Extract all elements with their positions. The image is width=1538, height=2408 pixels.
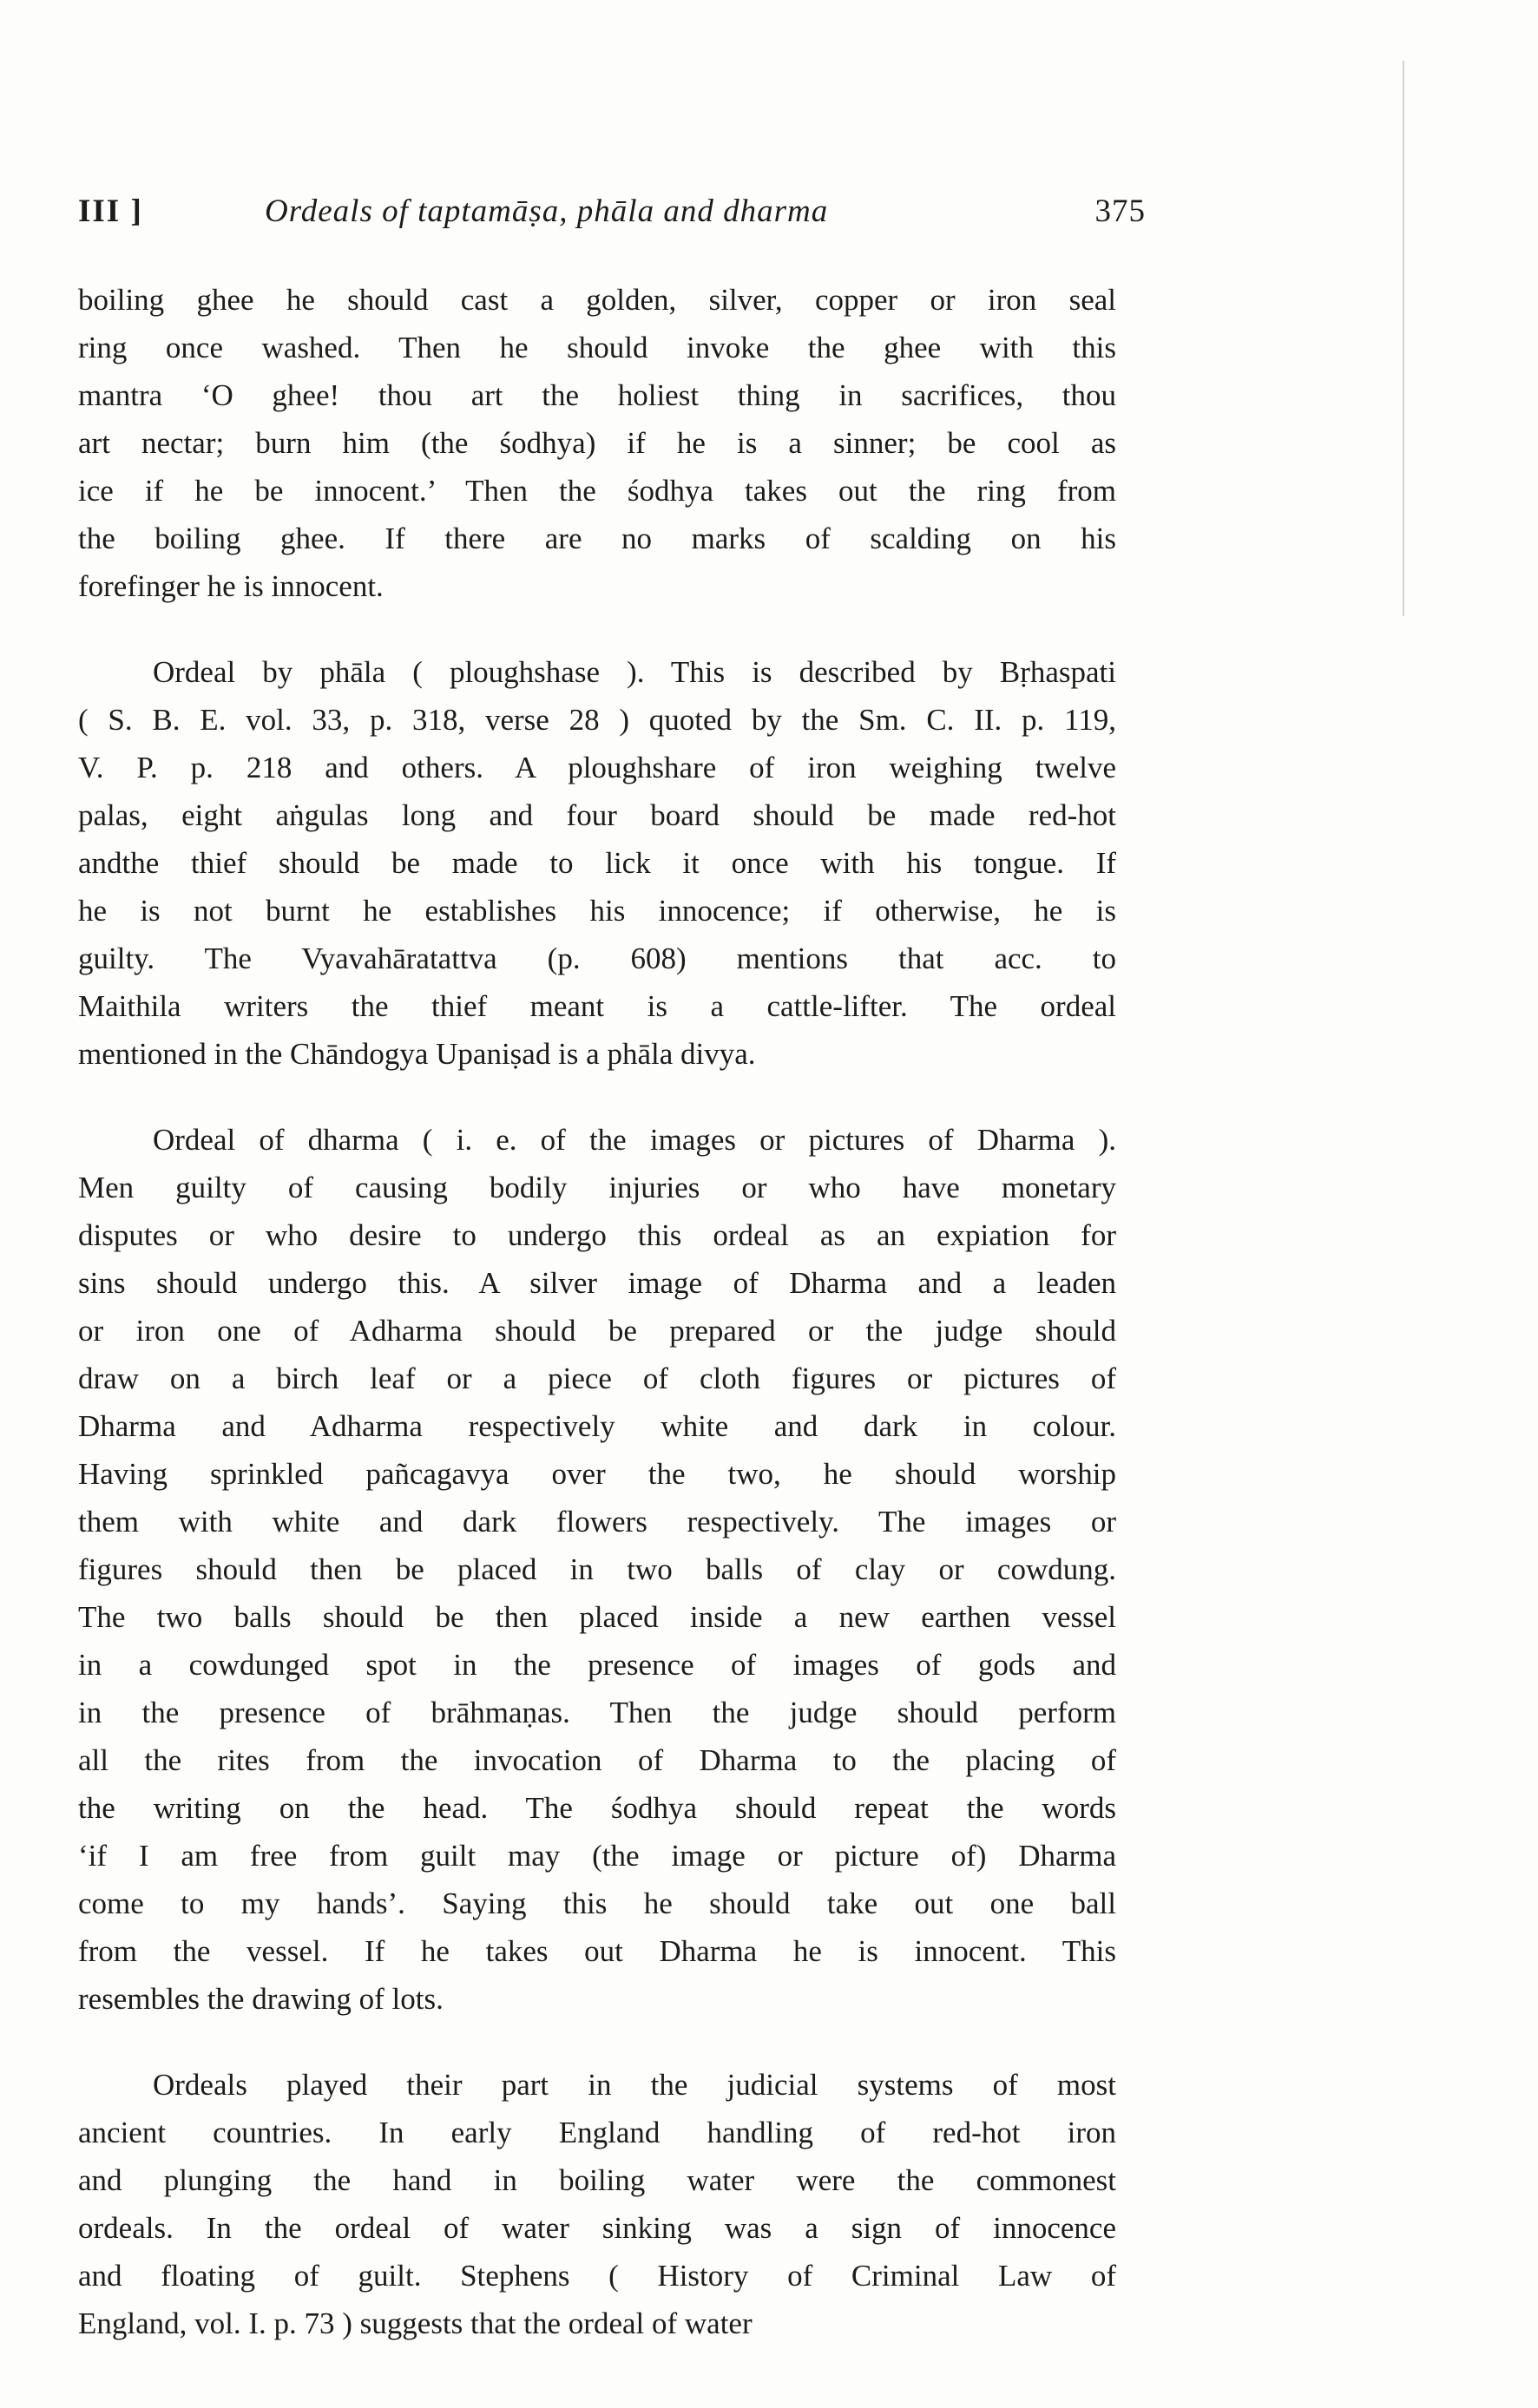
text-line: from the vessel. If he takes out Dharma he is innocent. This: [78, 1934, 1116, 1968]
text-line: ordeals. In the ordeal of water sinking was a sign of innocence: [78, 2211, 1116, 2245]
text-line: in a cowdunged spot in the presence of images of gods and: [78, 1648, 1116, 1682]
paragraph: [78, 2061, 1116, 2347]
text-line: England, vol. I. p. 73 ) suggests that the ordeal of water: [78, 2306, 753, 2340]
text-line: andthe thief should be made to lick it once with his tongue. If: [78, 846, 1116, 880]
text-line: he is not burnt he establishes his innocence; if otherwise, he is: [78, 894, 1116, 928]
running-header: [78, 193, 1154, 245]
text-line: and plunging the hand in boiling water were the commonest: [78, 2163, 1116, 2197]
text-line: boiling ghee he should cast a golden, silver, copper or iron seal: [78, 283, 1116, 317]
chapter-number: III ]: [78, 194, 143, 229]
text-line: ( S. B. E. vol. 33, p. 318, verse 28 ) quoted by the Sm. C. II. p. 119,: [78, 703, 1116, 737]
text-line: draw on a birch leaf or a piece of cloth figures or pictures of: [78, 1361, 1116, 1395]
text-line: and floating of guilt. Stephens ( History of Criminal Law of: [78, 2259, 1116, 2293]
text-line: Having sprinkled pañcagavya over the two, he should worship: [78, 1457, 1116, 1491]
text-line: V. P. p. 218 and others. A ploughshare of iron weighing twelve: [78, 751, 1116, 784]
text-line: sins should undergo this. A silver image of Dharma and a leaden: [78, 1266, 1116, 1300]
body-text: [78, 276, 1116, 2385]
text-line: the writing on the head. The śodhya should repeat the words: [78, 1791, 1116, 1825]
running-title: Ordeals of taptamāṣa, phāla and dharma: [265, 194, 829, 229]
text-line: Maithila writers the thief meant is a cattle-lifter. The ordeal: [78, 989, 1116, 1023]
text-line: ice if he be innocent.’ Then the śodhya takes out the ring from: [78, 474, 1116, 508]
text-line: ring once washed. Then he should invoke the ghee with this: [78, 331, 1116, 364]
text-line: come to my hands’. Saying this he should take out one ball: [78, 1886, 1116, 1920]
margin-scan-line: [1403, 61, 1404, 616]
page-number: 375: [1094, 194, 1146, 229]
paragraph: [78, 276, 1116, 610]
text-line: disputes or who desire to undergo this ordeal as an expiation for: [78, 1218, 1116, 1252]
text-line: Ordeals played their part in the judicial systems of most: [153, 2068, 1116, 2102]
text-line: all the rites from the invocation of Dharma to the placing of: [78, 1743, 1116, 1777]
text-line: figures should then be placed in two balls of clay or cowdung.: [78, 1552, 1116, 1586]
text-line: forefinger he is innocent.: [78, 569, 384, 603]
text-line: the boiling ghee. If there are no marks of scalding on his: [78, 522, 1116, 555]
text-line: ‘if I am free from guilt may (the image or picture of) Dharma: [78, 1839, 1116, 1873]
text-line: art nectar; burn him (the śodhya) if he is a sinner; be cool as: [78, 426, 1116, 460]
text-line: them with white and dark flowers respectively. The images or: [78, 1505, 1116, 1539]
text-line: Ordeal of dharma ( i. e. of the images or pictures of Dharma ).: [153, 1123, 1116, 1157]
text-line: Dharma and Adharma respectively white and dark in colour.: [78, 1409, 1116, 1443]
text-line: mentioned in the Chāndogya Upaniṣad is a phāla divya.: [78, 1037, 756, 1071]
text-line: mantra ‘O ghee! thou art the holiest thing in sacrifices, thou: [78, 378, 1116, 412]
text-line: or iron one of Adharma should be prepared or the judge should: [78, 1314, 1116, 1348]
text-line: ancient countries. In early England handling of red-hot iron: [78, 2116, 1116, 2149]
paragraph: [78, 648, 1116, 1078]
text-line: palas, eight aṅgulas long and four board should be made red-hot: [78, 798, 1116, 832]
text-line: guilty. The Vyavahāratattva (p. 608) mentions that acc. to: [78, 942, 1116, 975]
text-line: resembles the drawing of lots.: [78, 1982, 444, 2016]
paragraph: [78, 1116, 1116, 2023]
text-line: in the presence of brāhmaṇas. Then the judge should perform: [78, 1696, 1116, 1729]
text-line: The two balls should be then placed inside a new earthen vessel: [78, 1600, 1116, 1634]
text-line: Men guilty of causing bodily injuries or who have monetary: [78, 1171, 1116, 1204]
text-line: Ordeal by phāla ( ploughshase ). This is described by Bṛhaspati: [153, 655, 1116, 689]
